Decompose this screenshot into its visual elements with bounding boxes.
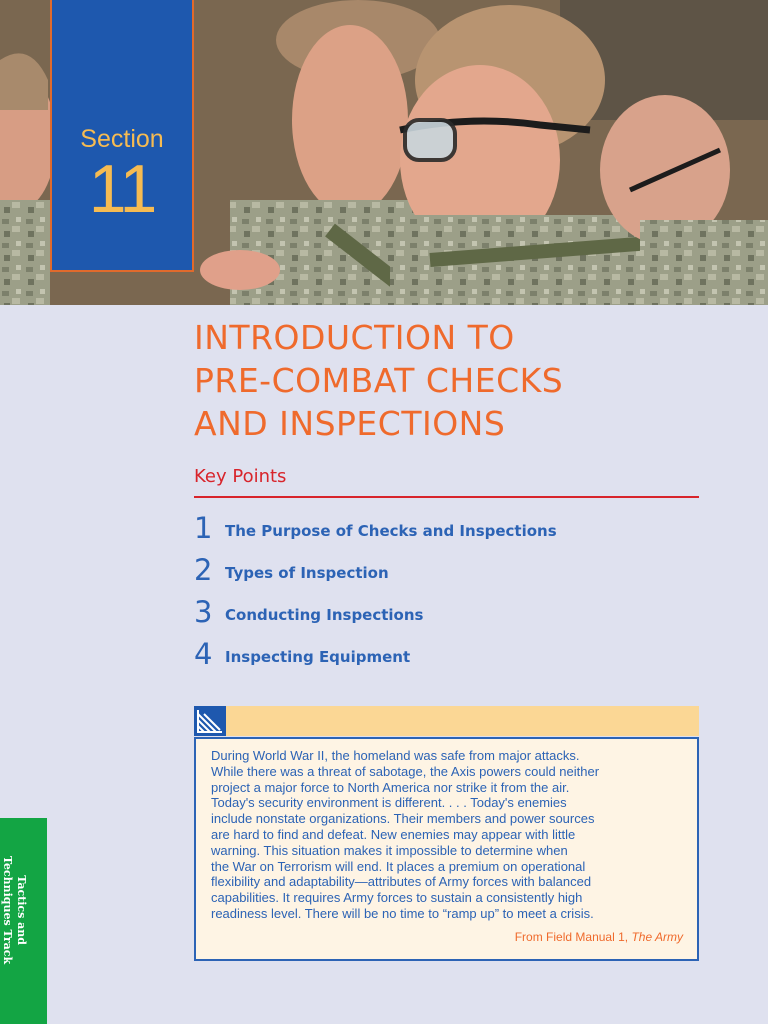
section-number: 11 — [88, 151, 156, 227]
quote-citation — [515, 930, 683, 944]
quote-line: are hard to find and defeat. New enemies may appear with little — [211, 826, 576, 842]
title-line: PRE-COMBAT CHECKS — [194, 361, 564, 400]
quote-banner — [194, 706, 699, 736]
track-label-line: Tactics and — [15, 875, 28, 945]
key-point-label: Inspecting Equipment — [225, 648, 411, 666]
key-points-heading: Key Points — [194, 466, 287, 487]
quote-line: Today's security environment is different. . . . Today's enemies — [211, 795, 567, 811]
title-line: INTRODUCTION TO — [194, 318, 515, 357]
key-point-item — [194, 636, 699, 678]
quote-line: While there was a threat of sabotage, the Axis powers could neither — [211, 763, 600, 779]
section-label: Section — [80, 125, 164, 153]
track-label-line: Techniques Track — [1, 856, 14, 965]
title-line: AND INSPECTIONS — [194, 404, 506, 443]
quote-line: warning. This situation makes it impossible to determine when — [211, 842, 568, 858]
diagonal-lines-icon — [194, 706, 226, 736]
track-label — [0, 856, 28, 964]
quote-line: During World War II, the homeland was safe from major attacks. — [211, 748, 580, 763]
quote-line: the War on Terrorism will end. It places a premium on operational — [211, 858, 586, 874]
key-point-number: 4 — [194, 637, 213, 671]
key-point-number: 1 — [194, 511, 213, 545]
key-point-number: 3 — [194, 595, 213, 629]
key-point-label: Conducting Inspections — [225, 606, 424, 624]
section-badge — [50, 0, 194, 272]
quote-box — [194, 737, 699, 961]
page-title — [194, 316, 714, 445]
quote-line: project a major force to North America nor strike it from the air. — [211, 779, 570, 795]
key-point-number: 2 — [194, 553, 213, 587]
key-point-item — [194, 552, 699, 594]
citation-title: The Army — [631, 930, 683, 944]
citation-prefix: From Field Manual 1, — [514, 930, 629, 944]
key-point-label: The Purpose of Checks and Inspections — [225, 522, 557, 540]
quote-line: capabilities. It requires Army forces to sustain a consistently high — [211, 890, 583, 906]
key-points-list — [194, 510, 699, 678]
key-point-item — [194, 594, 699, 636]
key-points-divider — [194, 496, 699, 498]
quote-line: flexibility and adaptability—attributes of Army forces with balanced — [211, 874, 592, 890]
quote-line: readiness level. There will be no time to “ramp up” to meet a crisis. — [211, 905, 594, 921]
quote-line: include nonstate organizations. Their members and power sources — [211, 811, 595, 827]
key-point-item — [194, 510, 699, 552]
header-photo — [0, 0, 768, 305]
quote-text — [211, 748, 691, 922]
key-point-label: Types of Inspection — [225, 564, 389, 582]
